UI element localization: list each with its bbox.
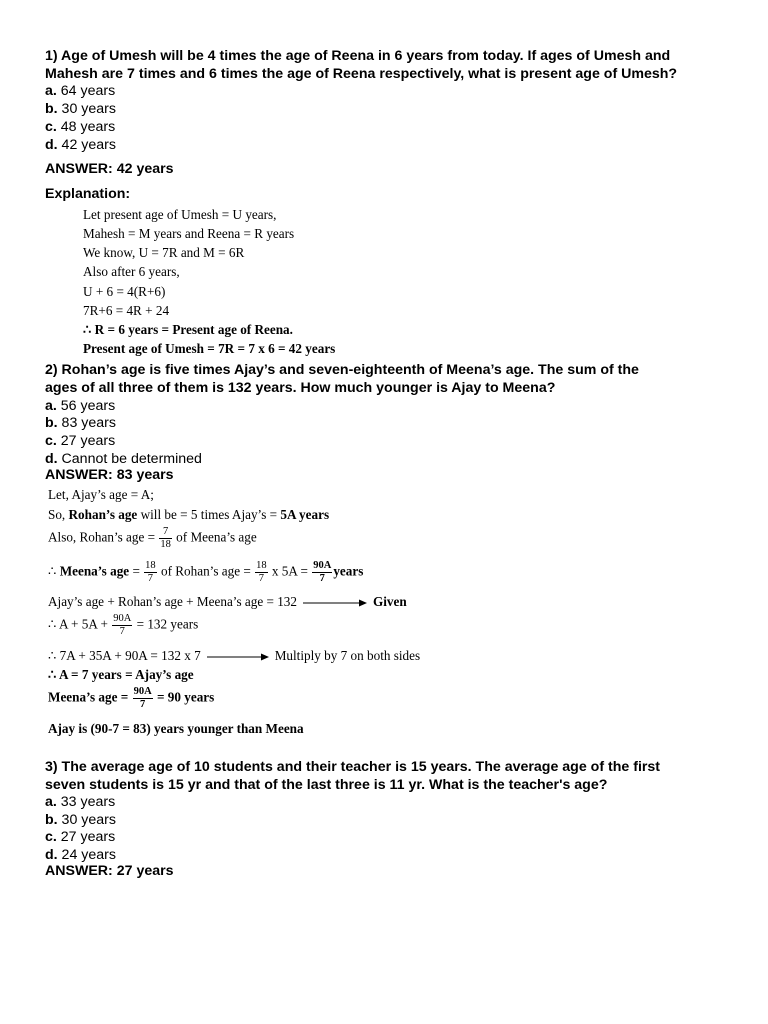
right-arrow-icon — [207, 649, 269, 665]
q2-step-2: So, Rohan’s age will be = 5 times Ajay’s = 5A years — [48, 507, 330, 522]
fraction: $\frac{18}{7}$ — [145, 560, 156, 584]
q1-title-line-2: Mahesh are 7 times and 6 times the age of Reena respectively, what is present age of Umesh? — [45, 66, 678, 82]
q1-step-1: Let present age of Umesh = U years, — [83, 207, 277, 222]
q1-step-6: 7R+6 = 4R + 24 — [83, 303, 170, 318]
q1-step-2: Mahesh = M years and Reena = R years — [83, 226, 295, 241]
q3-option-b: b. 30 years — [45, 812, 116, 828]
q2-step-1: Let, Ajay’s age = A; — [48, 487, 154, 502]
q1-step-4: Also after 6 years, — [83, 264, 180, 279]
q1-explanation-label: Explanation: — [45, 186, 131, 202]
q2-step-8: ∴ A = 7 years = Ajay’s age — [48, 667, 194, 682]
q2-option-c: c. 27 years — [45, 433, 116, 449]
q2-option-a: a. 56 years — [45, 398, 116, 414]
q1-option-b: b. 30 years — [45, 101, 116, 117]
q2-step-10: Ajay is (90-7 = 83) years younger than Meena — [48, 721, 304, 736]
q3-answer: ANSWER: 27 years — [45, 863, 174, 879]
q1-step-7: ∴ R = 6 years = Present age of Reena. — [83, 322, 293, 337]
fraction: $\frac{90A}{7}$ — [113, 613, 132, 637]
q2-step-6: ∴ A + 5A + $\frac{90A}{7}$ = 132 years — [48, 613, 199, 637]
fraction: $\frac{90A}{7}$ — [133, 686, 152, 710]
q3-option-a: a. 33 years — [45, 794, 116, 810]
q1-step-3: We know, U = 7R and M = 6R — [83, 245, 245, 260]
q1-option-d: d. 42 years — [45, 137, 116, 153]
q3-title-line-1: 3) The average age of 10 students and their teacher is 15 years. The average age of the first — [45, 759, 661, 775]
q2-option-d: d. Cannot be determined — [45, 451, 202, 467]
q2-title-line-1: 2) Rohan’s age is five times Ajay’s and seven-eighteenth of Meena’s age. The sum of the — [45, 362, 639, 378]
q2-step-5: Ajay’s age + Rohan’s age + Meena’s age = 132 Given — [48, 594, 407, 609]
fraction: $\frac{90A}{7}$ — [313, 560, 332, 584]
right-arrow-icon — [303, 595, 367, 611]
q1-option-a: a. 64 years — [45, 83, 116, 99]
q3-option-c: c. 27 years — [45, 829, 116, 845]
q1-step-5: U + 6 = 4(R+6) — [83, 284, 166, 299]
q2-step-3: Also, Rohan’s age = $\frac{7}{18}$ of Meena’s age — [48, 526, 257, 550]
q2-step-7: ∴ 7A + 35A + 90A = 132 x 7 Multiply by 7 on both sides — [48, 648, 421, 663]
q3-option-d: d. 24 years — [45, 847, 116, 863]
q2-answer: ANSWER: 83 years — [45, 467, 174, 483]
q1-title-line-1: 1) Age of Umesh will be 4 times the age of Reena in 6 years from today. If ages of Umesh and — [45, 48, 671, 64]
q1-step-8: Present age of Umesh = 7R = 7 x 6 = 42 years — [83, 341, 336, 356]
q1-option-c: c. 48 years — [45, 119, 116, 135]
q1-answer: ANSWER: 42 years — [45, 161, 174, 177]
q2-option-b: b. 83 years — [45, 415, 116, 431]
q3-title-line-2: seven students is 15 yr and that of the last three is 11 yr. What is the teacher's age? — [45, 777, 608, 793]
q2-step-9: Meena’s age = $\frac{90A}{7}$ = 90 years — [48, 686, 215, 710]
q2-title-line-2: ages of all three of them is 132 years. How much younger is Ajay to Meena? — [45, 380, 556, 396]
fraction: $\frac{7}{18}$ — [160, 526, 171, 550]
q2-step-4: ∴ Meena’s age = $\frac{18}{7}$ of Rohan’s age = $\frac{18}{7}$ x 5A = $\frac{90A}{7}$ years — [48, 560, 364, 584]
fraction: $\frac{18}{7}$ — [256, 560, 267, 584]
